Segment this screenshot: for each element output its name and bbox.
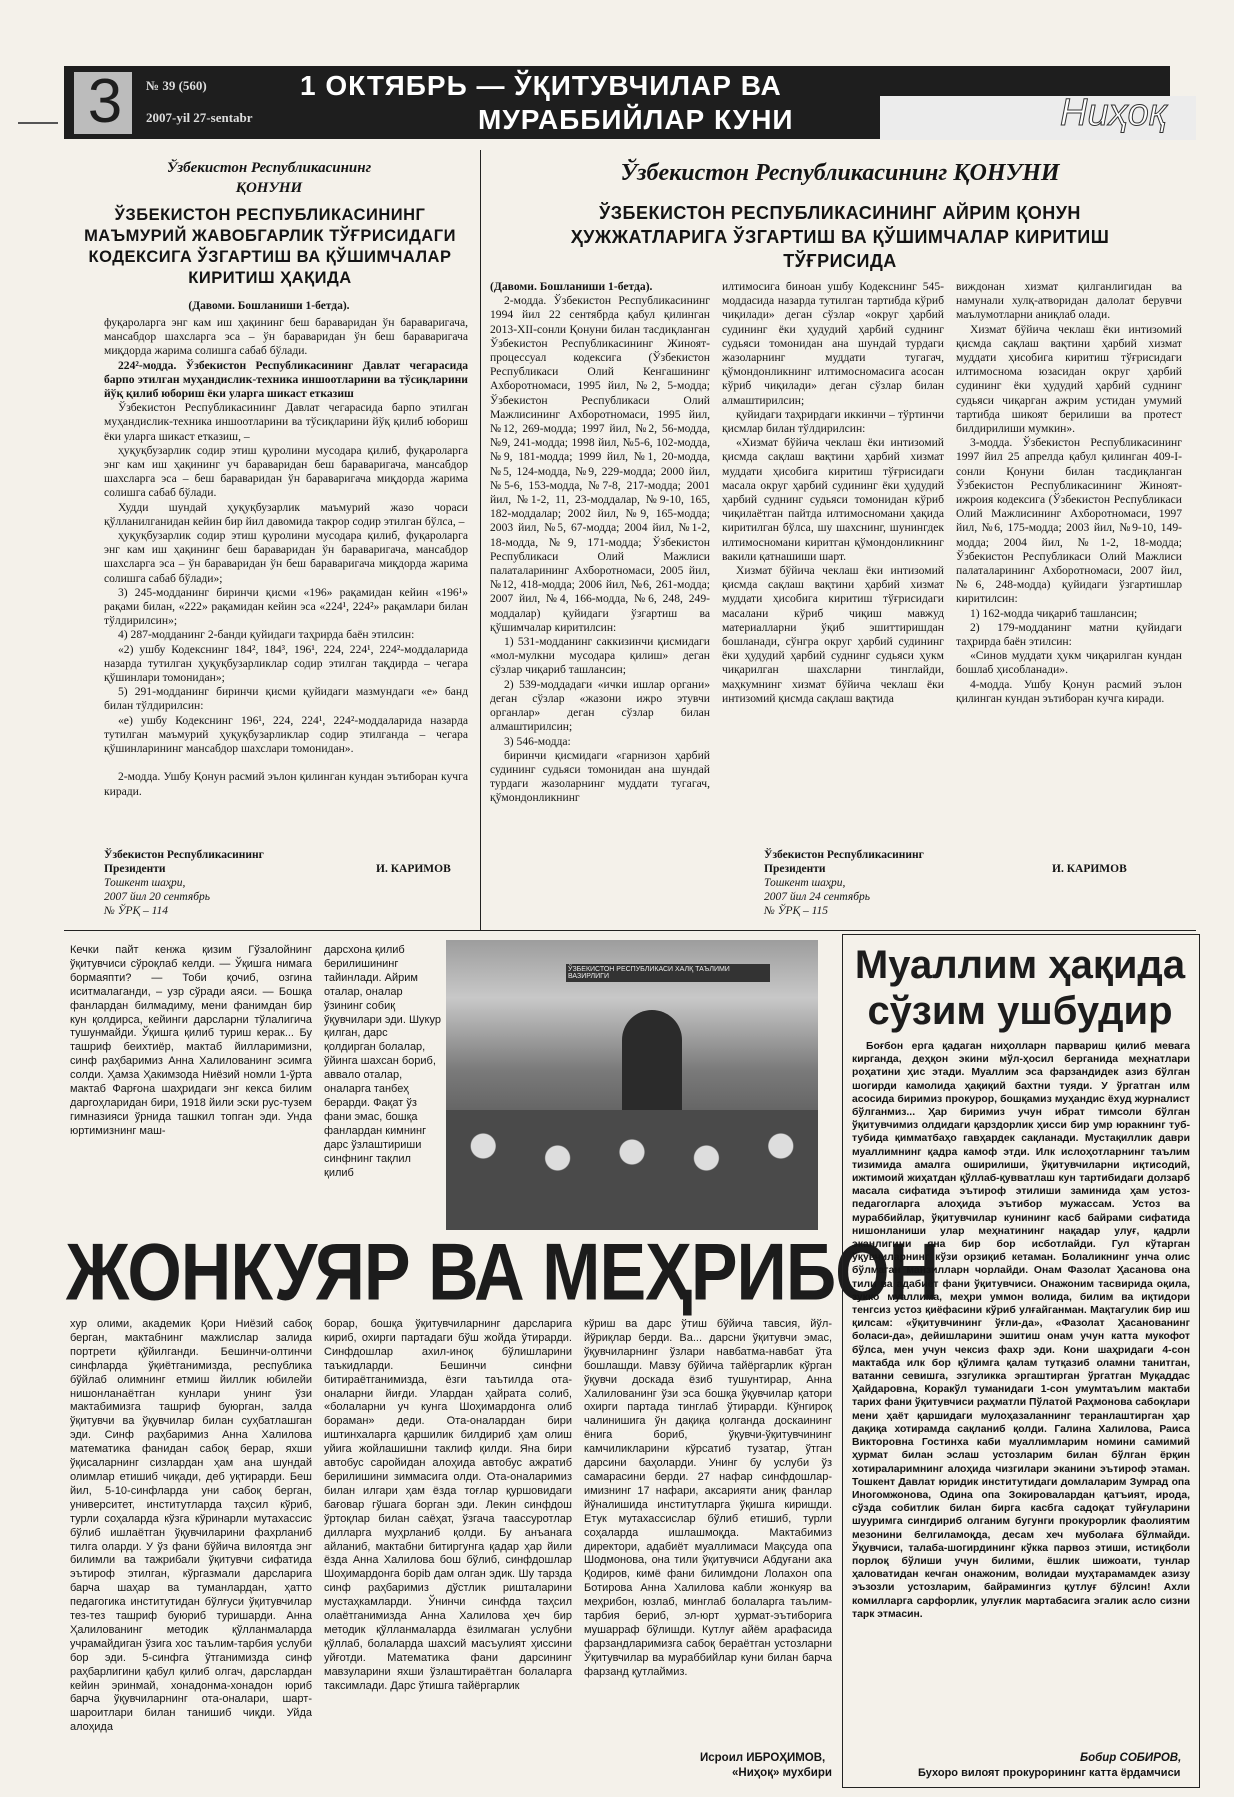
law2-title-3: ТЎҒРИСИДА — [783, 251, 897, 271]
law2-c2-p2: қуйидаги таҳрирдаги иккинчи – тўртинчи қисмлар билан тўлдирилсин: — [722, 407, 944, 436]
law1-p7: 3) 245-модданинг биринчи қисми «196» рақамидан кейин «196¹» рақами билан, «222» рақамидан кейин эса «224¹, 224²» рақамлари билан тўлдирилсин»; — [104, 585, 468, 628]
law1-sig-country: Ўзбекистон Республикасининг — [104, 849, 264, 861]
decorative-arrow-icon — [18, 122, 58, 124]
masthead: Ниҳоқ — [1060, 92, 1167, 134]
law2-sig-city: Тошкент шаҳри, — [764, 877, 846, 889]
issue-number: № 39 (560) — [146, 78, 207, 93]
law1-p6: ҳуқуқбузарлик содир этиш қуролини мусодара қилиб, фуқароларга энг кам иш ҳақининг беш бараваридан ўн бараваригача, мансабдор шахсларга эса – ўн бараваридан ўн беш бараваригача миқдорда жарима солишга сабаб бўлади»; — [104, 529, 468, 585]
law1-kicker-1: Ўзбекистон Республикасининг — [166, 160, 372, 176]
law1-sig-role: Президенти — [104, 863, 166, 875]
law2-sig-no: № ЎРҚ – 115 — [764, 905, 829, 917]
law2-c3-p4: 1) 162-модда чиқариб ташлансин; — [970, 606, 1138, 620]
law1-sig-city: Тошкент шаҳри, — [104, 877, 186, 889]
law1-p8: 4) 287-модданинг 2-банди қуйидаги таҳрирда баён этилсин: — [118, 628, 415, 642]
story-headline: ЖОНКУЯР ВА МЕҲРИБОН — [66, 1227, 939, 1317]
law1-p4: ҳуқуқбузарлик содир этиш қуролини мусодара қилиб, фуқароларга энг кам иш ҳақининг уч бараваридан беш бараваригача, мансабдор шахсларга эса – беш бараваридан ўн бараваригача миқдорда жарима солишга сабаб бўлади. — [104, 443, 468, 500]
law1-p1: фуқароларга энг кам иш ҳақининг беш бараваридан ўн бараваригача, мансабдор шахсларга эса – ўн бараваридан ўн беш бараваригача миқдорда жарима солишга сабаб бўлади. — [104, 316, 468, 358]
law2-sig-date: 2007 йил 24 сентябрь — [764, 891, 870, 903]
law2-c2-p4: Хизмат бўйича чеклаш ёки интизомий қисмда сақлаш вақтини ҳарбий хизмат муддати ҳисобига киритиш тўғрисидаги масалани кўриб чиқиш мавжуд материалларни ўқиб эшиттиришдан бошланади, сўнгра округ ҳарбий судининг ёки ҳудудий ҳарбий суднинг судьяси ҳукм чиқарилган шахсларни тинглайди, маҳкумнинг хизмат бўйича чеклаш ёки интизомий қисмда сақлаш вақтида — [722, 564, 944, 705]
law1-p9: «2) ушбу Кодекснинг 184², 184³, 196¹, 224, 224¹, 224²-моддаларида назарда тутилган ҳуқуқбузарликлар содир этилган тақдирда – чегара қўшинлари томонидан»; — [104, 642, 468, 685]
law2-col1 — [490, 280, 710, 910]
story-top-col1: Кечки пайт кенжа қизим Гўзалойнинг ўқитувчиси сўроқлаб келди. — Ўқишга нимага бормаяпти? — Тоби қочиб, озгина иситмалаганди, – узр сўради аяси. — Бошқа фанлардан билмадиму, мени фанимдан бир кун қолдирса, кейинги дарсларни тўлалигича тушунмайди. Ўқишга қилиб туриш керак... Бу ташриф беихтиёр, мактаб йилларимизни, синф раҳбаримиз Анна Халилованинг эсимга солди. Ҳамза Ҳакимзода Ниёзий номли 1-ўрта мактаб Фарғона шаҳридаги энг кекса билим даргоҳларидан бири, 1918 йили эски рус-тузем гимназияси ўрнида ташкил топган эди. Унда юртимизнинг маш- — [70, 944, 312, 1137]
law2-c1-p6: биринчи қисмидаги «гарнизон ҳарбий судининг судьяси томонидан ана шундай турдаги жазоларнинг муддати тугагач, қўмондонликнинг — [490, 748, 710, 805]
law2-col2 — [722, 280, 944, 840]
law2-c1-p5: 3) 546-модда: — [504, 734, 571, 748]
law1-p11: «е) ушбу Кодекснинг 196¹, 224, 224¹, 224²-моддаларида назарда тутилган маъмурий ҳуқуқбузарликлар содир этилганда – чегара қўшинларининг мансабдор шахслари томонидан». — [104, 713, 468, 756]
essay-author-role: Бухоро вилоят прокурорининг катта ёрдамчиси — [918, 1767, 1181, 1779]
essay-headline-1: Муаллим ҳақида — [854, 943, 1186, 987]
law2-c3-p3: 3-модда. Ўзбекистон Республикасининг 1997 йил 25 апрелда қабул қилинган 409-I-сонли Қонуни билан тасдиқланган Ўзбекистон Республикасининг Жиноят-ижроия кодексига (Ўзбекистон Республикаси Олий Мажлисининг Ахборотномаси, 1997 йил, №6, 175-модда; 2003 йил, №9-10, 149-модда; 2004 йил, №1-2, 18-модда; Ўзбекистон Республикаси Олий Мажлиси палаталарининг Ахборотномаси, 2007 йил, №6, 248-модда) қуйидаги ўзгартишлар киритилсин: — [956, 436, 1182, 606]
law1-body — [104, 316, 468, 816]
law2-c3-p2: Хизмат бўйича чеклаш ёки интизомий қисмда сақлаш вақтини ҳарбий хизмат муддати ҳисобига киритиш тўғрисидаги илтимоснома юзасидан округ ҳарбий судининг ёки ҳудудий ҳарбий суднинг судьяси чиқарган ажрим устидан умумий тартибда шикоят берилиши ва протест билдирилиши мумкин». — [956, 322, 1182, 436]
law2-c3-p5: 2) 179-модданинг матни қуйидаги таҳрирда баён этилсин: — [956, 620, 1182, 649]
law1-kicker-2: ҚОНУНИ — [235, 180, 303, 196]
issue-date: 2007-yil 27-sentabr — [146, 110, 253, 125]
law2-sig-role: Президенти — [764, 863, 826, 875]
law2-c3-p7: 4-модда. Ушбу Қонун расмий эълон қилинган кундан эътиборан кучга киради. — [956, 677, 1182, 705]
law1-continued: (Давоми. Бошланиши 1-бетда). — [188, 300, 350, 312]
section-divider — [64, 930, 1196, 931]
law1-sig-date: 2007 йил 20 сентябрь — [104, 891, 210, 903]
law2-sig-country: Ўзбекистон Республикасининг — [764, 849, 924, 861]
essay-text: Боғбон ерга қадаган ниҳолларн парвариш қилиб мевага кирганда, деҳқон экини мўл-ҳосил берганида меҳнатлари роҳатини ҳис этади. Муаллим эса фарзандидек азиз бўлган шогирди камолида ҳақиқий бахтни туяди. У ўргатган илм асосида биримиз прокурор, бошқамиз муҳандис ёхуд журналист бўлганмиз... Ҳар биримиз учун ибрат тимсоли бўлган ўқитувчимиз олдидаги қарздорлик ҳисси бир умр юракнинг туб-тубида қимматбаҳо гавҳардек сақланади. Мустақиллик даври муаллимнинг қадра камоф этди. Илк ислоҳотларнинг таълим тизимида амалга оширилиши, ўқитувчиларни иқтисодий, ижтимоий жиҳатдан қўллаб-қувватлаш кун тартибидаги долзарб масала сифатида эътироф этилиши заминида ҳам устоз-педагогларга алоҳида эътибор мужассам. Устоз ва мураббийлар, ўқитувчилар кунининг касб байрами сифатида нишонланиши улар меҳнатининг нақадар улуғ, қадрли эканлигини яна бир бор исботлайди. Гул кўтарган ўқувчиларнинг кўзи орзиқиб кетаман. Болаликнинг унча олис бўлмаган манзилларн чорлайди. Онам Фазолат Ҳасанова она тили ва адабиёт фани ўқитувчиси. Онажоним тасвирида оқила, зукко муаллима, меҳри уммон волида, билим ва иқтидори тенгсиз устоз қиёфасини кўриб улғайганман. Мақтагулик бир иш қилсам: «ўқитувчининг ўғли-да», «Фазолат Ҳасанованинг боласи-да», дейишларини эшитиш онам учун катта мукофот бўлса, мен учун чексиз фахр эди. Кони шаҳридаги 4-сон мактабда илк бор қўлимга қалам тутқазиб оламни танитган, ватанни севишга, эзгуликка эргаштирган ўргатган Муқаддас Ҳайдаровна, Коракўл туманидаги 1-сон умумтаълим мактаби тарих фани ўқитувчиси раҳматли Пўлатой Раҳмонова сабоқлари мени ҳаёт қаршидаги мулоҳазаланнинг теранлаштирган ҳар дақиқа хотирамда сақланиб қолди. Галина Халилова, Раиса Викторовна Гостинха каби муаллимларим номини самимий ҳурмат билан эслаш устозларим билан бўлган ёрқин хотираларимнинг алоҳида чизгилари эканини эътироф этаман. Тошкент Давлат юридик институтидаги домлаларим Зумрад опа Иногомжонова, Одина опа Зокировалардан қатъият, ирода, сўзда собитлик билан бирга касбга садоқат туйғуларини шууримга сингдириб олганим бугунги прокурорлик фаолиятим мезонини белгиламоқда, десам хеч муболаға бўлмайди. Ўқувчиси, талаба-шогирдининг кўкка парвоз этиши, истиқболи порлоқ бўлиши учун билими, ёшлик шижоати, тунлар ҳаловатидан кечган онажоним, волидаи муҳтарамамдек азизу эъзозли устозларим, байрамингиз қутлуғ бўлсин! Ахли комилларга сарфорлик, улуғлик мартабасига эгалик асло сизни тарк этмасин. — [852, 1041, 1190, 1620]
story-author: Исроил ИБРОҲИМОВ, — [700, 1752, 826, 1764]
law2-sig-name: И. КАРИМОВ — [1052, 863, 1127, 875]
law2-kicker: Ўзбекистон Республикасининг ҚОНУНИ — [620, 160, 1060, 186]
law2-c2-p3: «Хизмат бўйича чеклаш ёки интизомий қисмда сақлаш вақтини ҳарбий хизмат муддати ҳисобига киритиш тўғрисидаги масала округ ҳарбий судининг ёки ҳудудий ҳарбий суднинг судьяси томонидан кўриб чиқилаётган пайтда илтимосномани ҳақида киритилган бўлса, шу шахснинг, шунингдек илтимосномани киритган қўмондонликнинг вакили қатнашиши шарт. — [722, 436, 944, 563]
law2-c3-p1: виждонан хизмат қилганлигидан ва намунали хулқ-атворидан далолат берувчи маълумотларни аниқлаб олади. — [956, 280, 1182, 322]
law2-c1-p4: 2) 539-моддадаги «ички ишлар органи» деган сўзлар «жазони ижро этувчи органлар» деган сўзлар билан алмаштирилсин; — [490, 677, 710, 734]
law1-p5: Худди шундай ҳуқуқбузарлик маъмурий жазо чораси қўлланилганидан кейин бир йил давомида такрор содир этилган бўлса, – — [104, 500, 468, 528]
law1-p3: Ўзбекистон Республикасининг Давлат чегарасида барпо этилган муҳандислик-техника иншоотларини ва тўсиқларини йўқ қилиб юбориш ёки уларга шикаст етказиш, – — [104, 401, 468, 443]
story-bottom-col2: борар, бошқа ўқитувчиларнинг дарсларига кириб, охирги партадаги бўш жойда ўтирарди. Синфдошлар ахил-иноқ бўлишларини таъкидларди. Бешинчи синфни битираётганимизда, ёзги таътилда ота-оналарни йиғди. Улардан ҳайрата солиб, «болаларни уч кунга Шоҳимардонга олиб бораман» деди. Ота-оналардан бири иштинхаларга қаршилик билдириб ҳам олиш уйига жойлашишни таклиф қилди. Яна бири автобус саройидан алоҳида автобус ажратиб берилишини зиммасига олди. Ота-оналаримиз билан илгари ҳам ёзда тоғлар қуршовидаги бағовар гўшага борган эди. Лекин синфдош ўртоқлар билан саёҳат, ўзгача таассуротлар дилларга муҳрланиб қолди. Бу анъанага айланиб, мактабни битиргунга қадар ҳар йили ёзда Анна Халилова бош бўлиб, синфдошлар Шоҳимардонга борib дам олган эдик. Шу тарзда синф раҳбаримиз дўстлик ришталарини мустаҳкамларди. Ўнинчи синфда таҳсил олаётганимизда Анна Халилова ҳеч бир методик қўлланмаларда ёзилмаган услубни қўллаб, болаларда шахсий масъулият ҳиссини уйғотди. Математика фани дарсининг мавзуларини яхши ўзлаштираётган болаларга таксимлади. Дарс ўтишга тайёргарлик — [324, 1318, 572, 1692]
law-divider — [480, 150, 481, 930]
law2-col3 — [956, 280, 1182, 840]
law1-p2: 224²-модда. Ўзбекистон Республикасининг Давлат чегарасида барпо этилган муҳандислик-техника иншоотларини ва тўсиқларини йўқ қилиб юбориш ёки уларга шикаст етказиш — [104, 358, 468, 401]
law2-title-1: ЎЗБЕКИСТОН РЕСПУБЛИКАСИНИНГ АЙРИМ ҚОНУН — [599, 203, 1081, 223]
essay-headline-2: сўзим ушбудир — [867, 989, 1173, 1033]
law2-c2-p1: илтимосига биноан ушбу Кодекснинг 545-моддасида назарда тутилган тартибда кўриб чиқилади» деган сўзлар «округ ҳарбий судининг ёки ҳудудий ҳарбий суднинг судьяси томонидан ана шундай турдаги жазоларнинг муддати тугагач, қўмондонликнинг илтимосномасига асосан кўриб чиқилади» деган сўзлар билан алмаштирилсин; — [722, 280, 944, 407]
headline-line2: МУРАББИЙЛАР КУНИ — [478, 104, 794, 135]
page-number: 3 — [87, 67, 123, 136]
photo-children — [446, 1110, 818, 1230]
essay-author: Бобир СОБИРОВ, — [1080, 1752, 1182, 1764]
law1-sig-no: № ЎРҚ – 114 — [104, 905, 169, 917]
law2-c1-p1: (Давоми. Бошланиши 1-бетда). — [490, 280, 653, 293]
story-bottom-col1: хур олими, академик Қори Ниёзий сабоқ берган, мактабнинг мажлислар залида портрети қўйилганди. Бешинчи-олтинчи синфларда ўқиётганимизда, республика бўйлаб олимнинг етмиш йиллик юбилейи нишонланаётган кунлари унинг ўзи мактабимизга ташриф буюрган, залда ўқитувчи ва ўқувчилар билан суҳбатлашган эди. Синф раҳбаримиз Анна Халилова математика фанидан сабоқ берар, яхши ўқисаларнинг сизлардан ҳам ана шундай олимлар етишиб чиқади, деб уқтирарди. Беш йил, 5-10-синфларда уни сабоқ берган, университет, институтларда таҳсил кўриб, турли соҳаларда кўзга кўринарли мутахассис бўлиб ишлаётган ўқувчиларини фахрланиб тилга оларди. У ўз фани бўйича вилоятда энг билимли ва тажрибали ўқитувчи сифатида эътироф этилган, кўргазмали дарсларига барча шаҳар ва туманлардан, ҳатто педагогика институтидан бўлғуси ўқитувчилар тез-тез ташриф буюриб туришарди. Анна Ҳалилованинг методик қўлланмаларда учрамайдиган ўзига хос таълим-тарбия услуби бор эди. 5-синфга ўтганимизда синф раҳбарлигини қабул қилиб олгач, дарслардан кейин эринмай, хонадонма-хонадон юриб барча ўқувчиларнинг ота-оналари, шарт-шароитлари билан танишиб чиқди. Уйда алоҳида — [70, 1318, 312, 1734]
photo-banner: ЎЗБЕКИСТОН РЕСПУБЛИКАСИ ХАЛҚ ТАЪЛИМИ ВАЗИРЛИГИ — [566, 964, 770, 982]
law2-c3-p6: «Синов муддати ҳукм чиқарилган кундан бошлаб ҳисобланади». — [956, 649, 1182, 677]
story-photo — [446, 940, 818, 1230]
story-bottom-col3: кўриш ва дарс ўтиш бўйича тавсия, йўл-йўриқлар берди. Ва... дарсни ўқитувчи эмас, ўқувчиларнинг ўзлари навбатма-навбат ўта бошлашди. Мавзу бўйича тайёргарлик кўрган ўқувчи доскада ёзиб тушунтирар, Анна Халилованинг ўзи эса бошқа ўқувчилар қатори охирги партада тинглаб ўтирарди. Кўнгироқ чалинишига ўн дақиқа қолганда доскаининг ёнига бориб, ўқувчи-ўқитувчининг камчиликларини кўрсатиб тузатар, ўтган дарсини баҳоларди. Унинг бу услуби ўз самарасини берди. 27 нафар синфдошларимизнинг 17 нафари, аксарияти аниқ фанлар йўналишида институтларга ўқишга киришди. Етук мутахассислар бўлиб етишиб, турли соҳаларда ишлашмоқда. Мактабимиз директори, адабиёт муаллимаси Мақсуда опа Шодмонова, она тили ўқитувчиси Абдуғани ака Қодиров, кимё фани билимдони Лолахон опа Ботирова Анна Халилова кабли жонкуяр ва меҳрибон, юзлаб, минглаб болаларга таълим-тарбия бериб, эл-юрт ҳурмат-эътиборига мушарраф бўлишди. Кутлуғ айём арафасида фарзандларимизга сабоқ бераётган устозларни Ўқитувчилар ва мураббийлар куни билан барча фарзанд қутлаймиз. — [584, 1318, 832, 1678]
law1-sig-name: И. КАРИМОВ — [376, 863, 451, 875]
law2-title-2: ҲУЖЖАТЛАРИГА ЎЗГАРТИШ ВА ҚЎШИМЧАЛАР КИРИТИШ — [570, 227, 1110, 247]
law2-c1-p2: 2-модда. Ўзбекистон Республикасининг 1994 йил 22 сентябрда қабул қилинган 2013-XII-сонли Қонуни билан тасдиқланган Ўзбекистон Республикасининг Жиноят-процессуал кодексига (Ўзбекистон Республикаси Олий Кенгашининг Ахборотномаси, 1995 йил, №2, 5-модда; Ўзбекистон Республикаси Олий Мажлисининг Ахборотномаси, 1995 йил, №12, 269-модда; 1997 йил, №2, 56-модда, №9, 241-модда; 1998 йил, №5-6, 102-модда, №9, 181-модда; 1999 йил, №1, 20-модда, №5, 124-модда, №9, 229-модда; 2000 йил, №5-6, 153-модда, №7-8, 217-модда; 2001 йил, №1-2, 11, 23-моддалар, №9-10, 165, 182-моддалар; 2002 йил, №9, 165-модда; 2003 йил, №5, 67-модда; 2004 йил, №1-2, 18-модда, №9, 171-модда; Ўзбекистон Республикаси Олий Мажлиси палаталарининг Ахборотномаси, 2005 йил, №12, 418-модда; 2006 йил, №6, 261-модда; 2007 йил, №4, 166-модда, №6, 248, 249-моддалар) қуйидаги ўзгартиш ва қўшимчалар киритилсин: — [490, 294, 710, 634]
law2-c1-p3: 1) 531-модданинг саккизинчи қисмидаги «мол-мулкни мусодара қилиш» деган сўзлар чиқариб ташлансин; — [490, 635, 710, 677]
law1-p12: 2-модда. Ушбу Қонун расмий эълон қилинган кундан эътиборан кучга киради. — [104, 770, 468, 798]
law1-p10: 5) 291-модданинг биринчи қисми қуйидаги мазмундаги «е» банд билан тўлдирилсин: — [104, 685, 468, 713]
story-top-col2: дарсхона қилиб берилишининг тайинлади. Айрим оталар, оналар ўзининг собиқ ўқувчилари эди. Шукур қилган, дарс қолдирган болалар, ўйинга шахсан бориб, аввало оталар, оналарга танбеҳ берарди. Фақат ўз фани эмас, бошқа фанлардан кимнинг дарс ўзлаштириши синфнинг тақлил қилиб — [324, 944, 441, 1179]
headline-line1: 1 ОКТЯБРЬ — ЎҚИТУВЧИЛАР ВА — [300, 70, 782, 101]
law1-title: ЎЗБЕКИСТОН РЕСПУБЛИКАСИНИНГ МАЪМУРИЙ ЖАВОБГАРЛИК ТЎҒРИСИДАГИ КОДЕКСИГА ЎЗГАРТИШ ВА ҚЎШИМЧАЛАР КИРИТИШ ҲАҚИДА — [84, 206, 456, 287]
story-author-role: «Ниҳоқ» мухбири — [732, 1767, 832, 1779]
